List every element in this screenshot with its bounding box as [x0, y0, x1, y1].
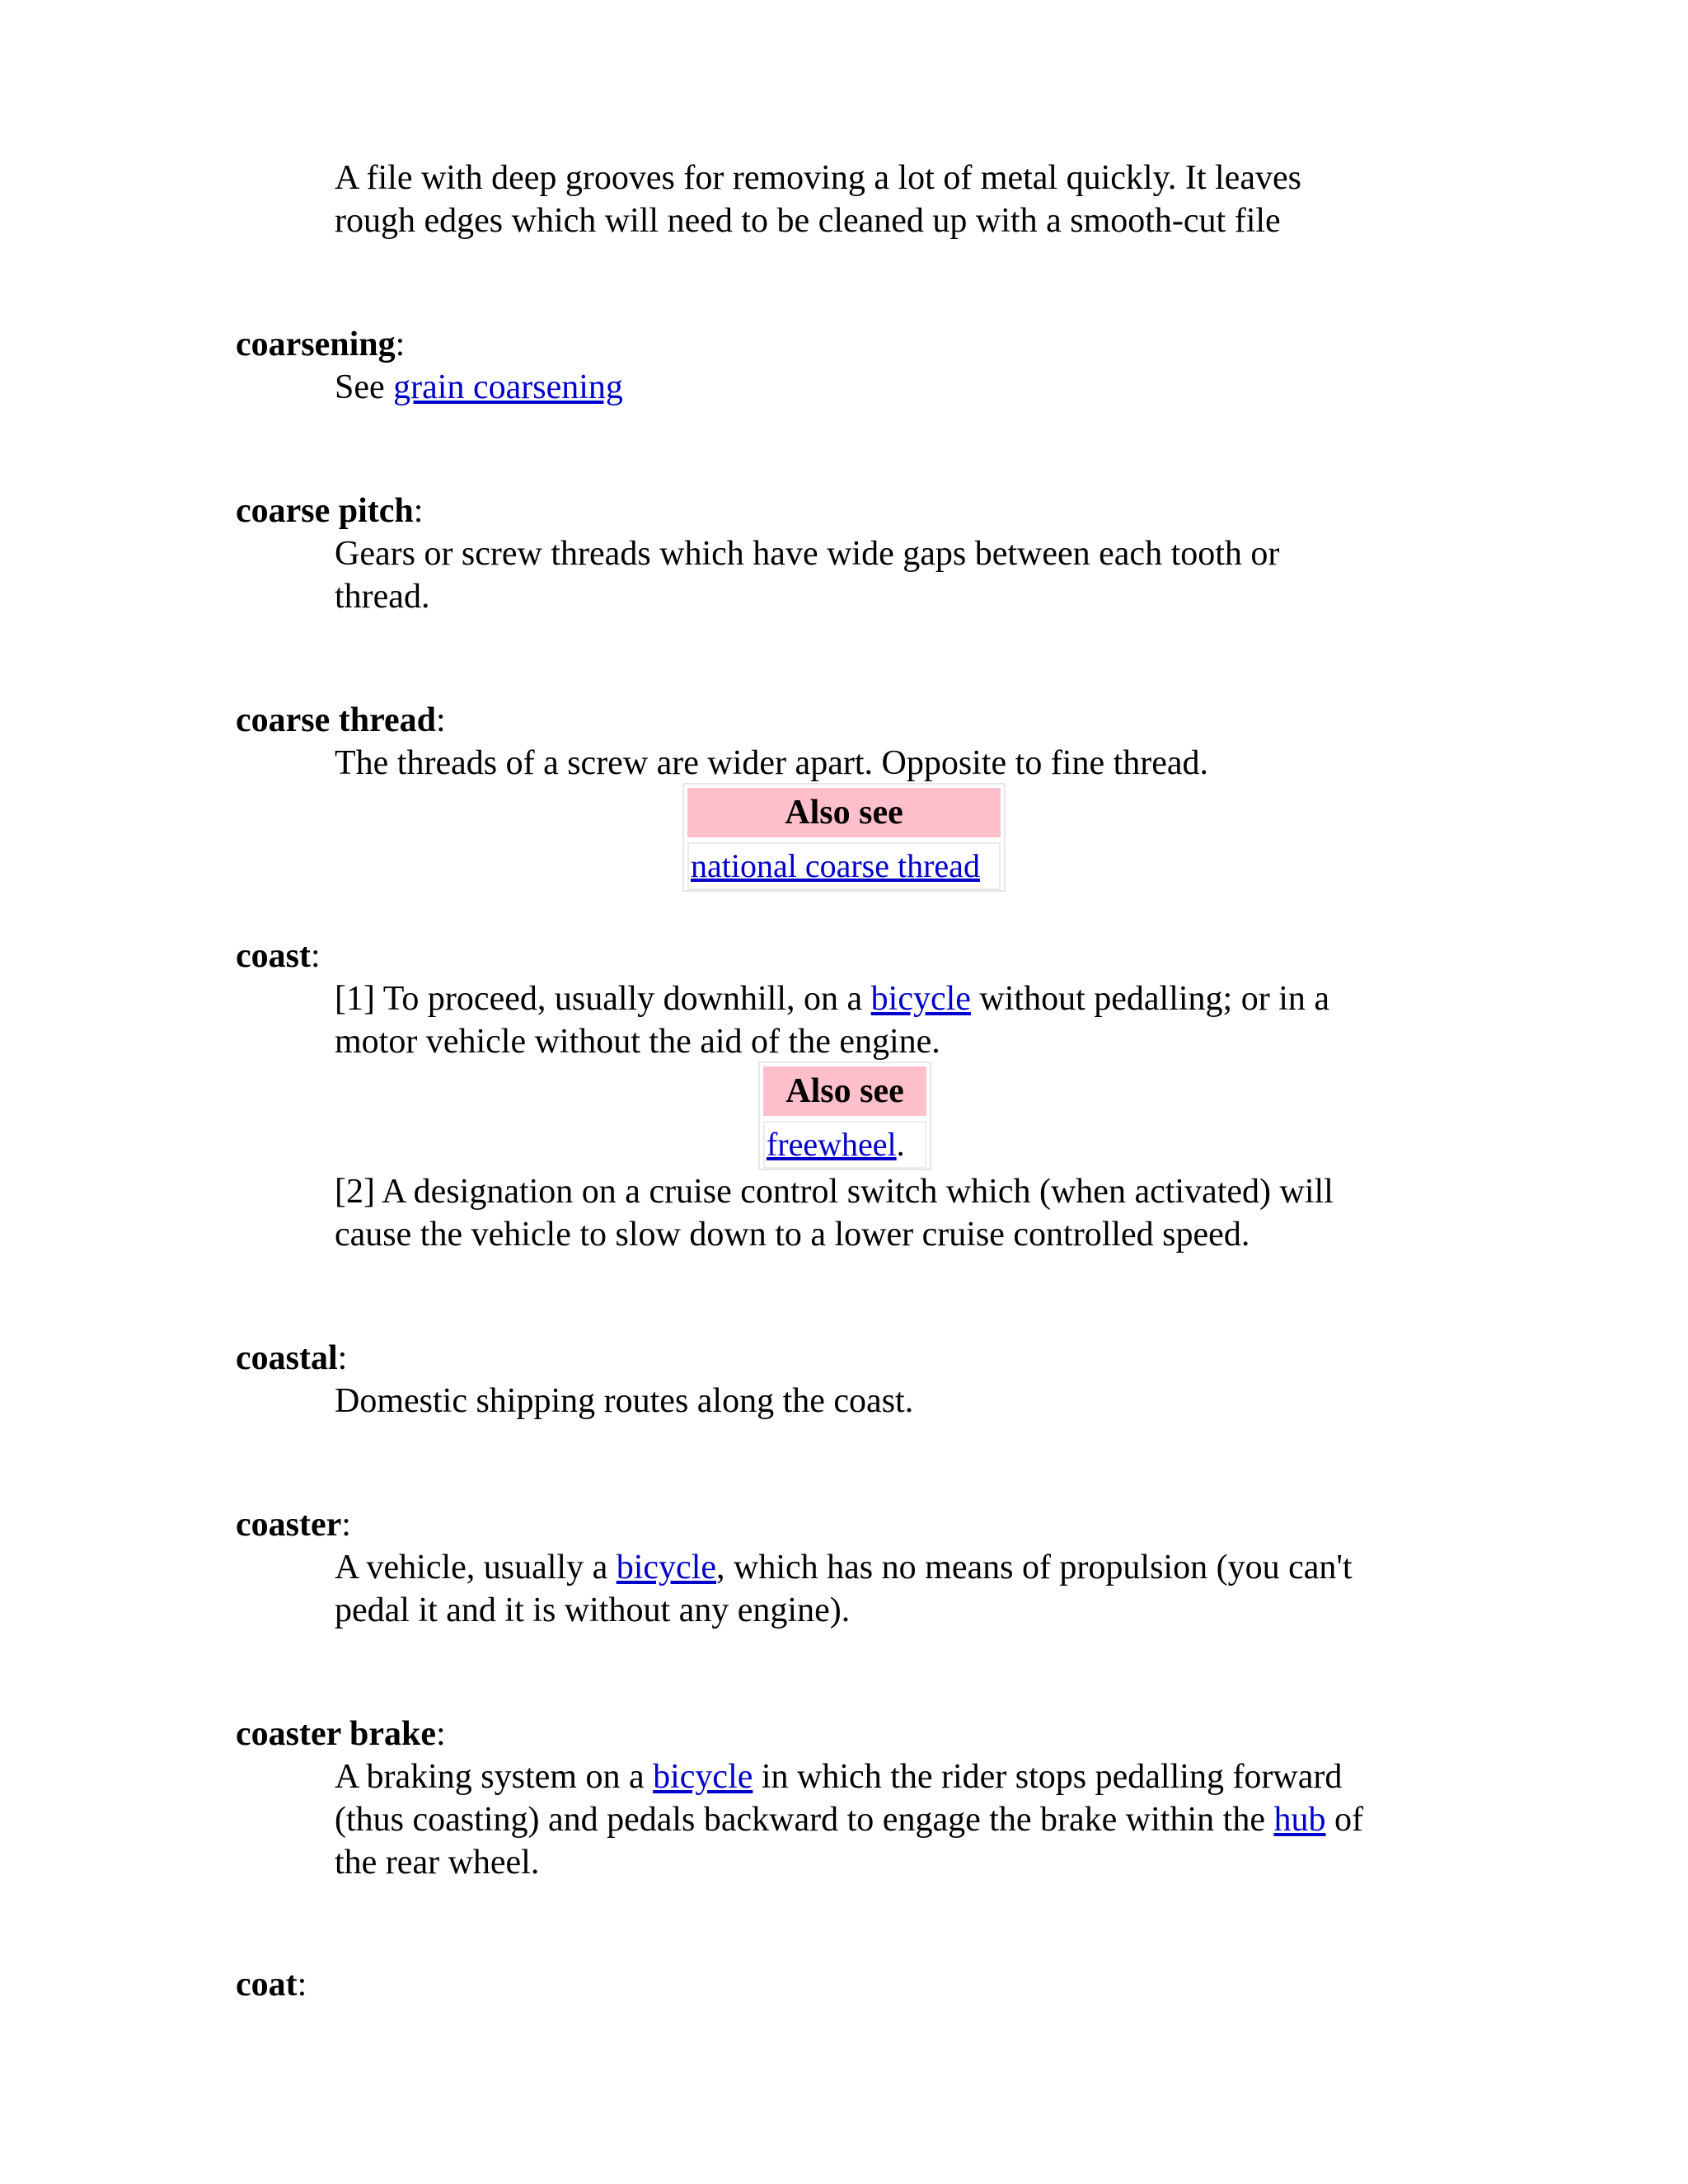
- link-freewheel[interactable]: freewheel: [767, 1126, 897, 1163]
- term-label: coast: [236, 937, 311, 975]
- definition-coast-2: [335, 1170, 1456, 1256]
- also-see-body: [763, 1121, 926, 1169]
- term-label: coat: [236, 1966, 298, 2004]
- definition-line: the rear wheel.: [335, 1844, 540, 1882]
- definition-coaster-brake: [335, 1755, 1456, 1884]
- term-coast: [236, 935, 321, 977]
- term-colon: :: [436, 1715, 446, 1753]
- definition-line: Domestic shipping routes along the coast.: [335, 1382, 914, 1420]
- term-colon: :: [337, 1339, 348, 1377]
- also-see-header: Also see: [687, 788, 1001, 837]
- term-label: coastal: [236, 1339, 338, 1377]
- definition-line: rough edges which will need to be cleaned up with a smooth-cut file: [335, 202, 1281, 240]
- link-bicycle[interactable]: bicycle: [616, 1549, 717, 1586]
- definition-text: [1] To proceed, usually downhill, on a: [335, 980, 871, 1018]
- link-grain-coarsening[interactable]: grain coarsening: [393, 368, 623, 406]
- term-colon: :: [436, 701, 446, 739]
- definition-line: The threads of a screw are wider apart. Opposite to fine thread.: [335, 744, 1209, 782]
- definition-coarsening: [335, 366, 1456, 409]
- term-label: coaster brake: [236, 1715, 436, 1753]
- term-colon: :: [395, 326, 406, 363]
- definition-line: [335, 1546, 1456, 1589]
- definition-text: A braking system on a: [335, 1758, 654, 1796]
- also-see-body: [687, 842, 1001, 890]
- definition-line: thread.: [335, 578, 430, 616]
- link-hub[interactable]: hub: [1273, 1801, 1326, 1839]
- definition-coarse-cut: [335, 157, 1456, 242]
- definition-coaster: [335, 1546, 1456, 1632]
- definition-coast-1: [335, 977, 1456, 1063]
- link-bicycle[interactable]: bicycle: [870, 980, 971, 1018]
- term-label: coarse thread: [236, 701, 436, 739]
- definition-line: motor vehicle without the aid of the engine.: [335, 1023, 940, 1061]
- definition-line: Gears or screw threads which have wide gaps between each tooth or: [335, 535, 1280, 573]
- term-label: coarsening: [236, 326, 396, 363]
- also-see-box-coast: [758, 1062, 931, 1170]
- term-coarse-pitch: [236, 490, 423, 532]
- term-coat: [236, 1963, 307, 2006]
- term-colon: :: [341, 1506, 351, 1544]
- also-see-suffix: .: [896, 1126, 905, 1163]
- definition-coarse-thread: [335, 742, 1456, 785]
- term-colon: :: [413, 492, 424, 530]
- definition-line: [335, 1798, 1456, 1841]
- see-text: See: [335, 368, 394, 406]
- definition-text: of: [1325, 1801, 1363, 1839]
- term-coarse-thread: [236, 699, 446, 742]
- term-label: coaster: [236, 1506, 342, 1544]
- definition-line: [335, 977, 1456, 1020]
- link-bicycle[interactable]: bicycle: [653, 1758, 753, 1796]
- term-colon: :: [310, 937, 321, 975]
- definition-coarse-pitch: [335, 532, 1456, 618]
- link-national-coarse-thread[interactable]: national coarse thread: [691, 847, 980, 884]
- definition-text: in which the rider stops pedalling forward: [753, 1758, 1343, 1796]
- definition-line: [2] A designation on a cruise control switch which (when activated) will: [335, 1173, 1334, 1211]
- definition-text: , which has no means of propulsion (you can't: [716, 1549, 1353, 1586]
- definition-line: A file with deep grooves for removing a lot of metal quickly. It leaves: [335, 159, 1301, 197]
- term-colon: :: [297, 1966, 307, 2004]
- definition-text: A vehicle, usually a: [335, 1549, 617, 1586]
- definition-text: (thus coasting) and pedals backward to engage the brake within the: [335, 1801, 1274, 1839]
- also-see-box-coarse-thread: [682, 783, 1006, 892]
- term-coaster-brake: [236, 1713, 446, 1755]
- term-coaster: [236, 1503, 351, 1546]
- term-coarsening: [236, 323, 405, 366]
- definition-line: [335, 1755, 1456, 1798]
- definition-line: cause the vehicle to slow down to a lower cruise controlled speed.: [335, 1216, 1250, 1254]
- definition-line: pedal it and it is without any engine).: [335, 1591, 851, 1629]
- term-coastal: [236, 1337, 347, 1380]
- definition-coastal: [335, 1380, 1456, 1422]
- term-label: coarse pitch: [236, 492, 414, 530]
- also-see-header: Also see: [763, 1066, 926, 1116]
- definition-text: without pedalling; or in a: [970, 980, 1330, 1018]
